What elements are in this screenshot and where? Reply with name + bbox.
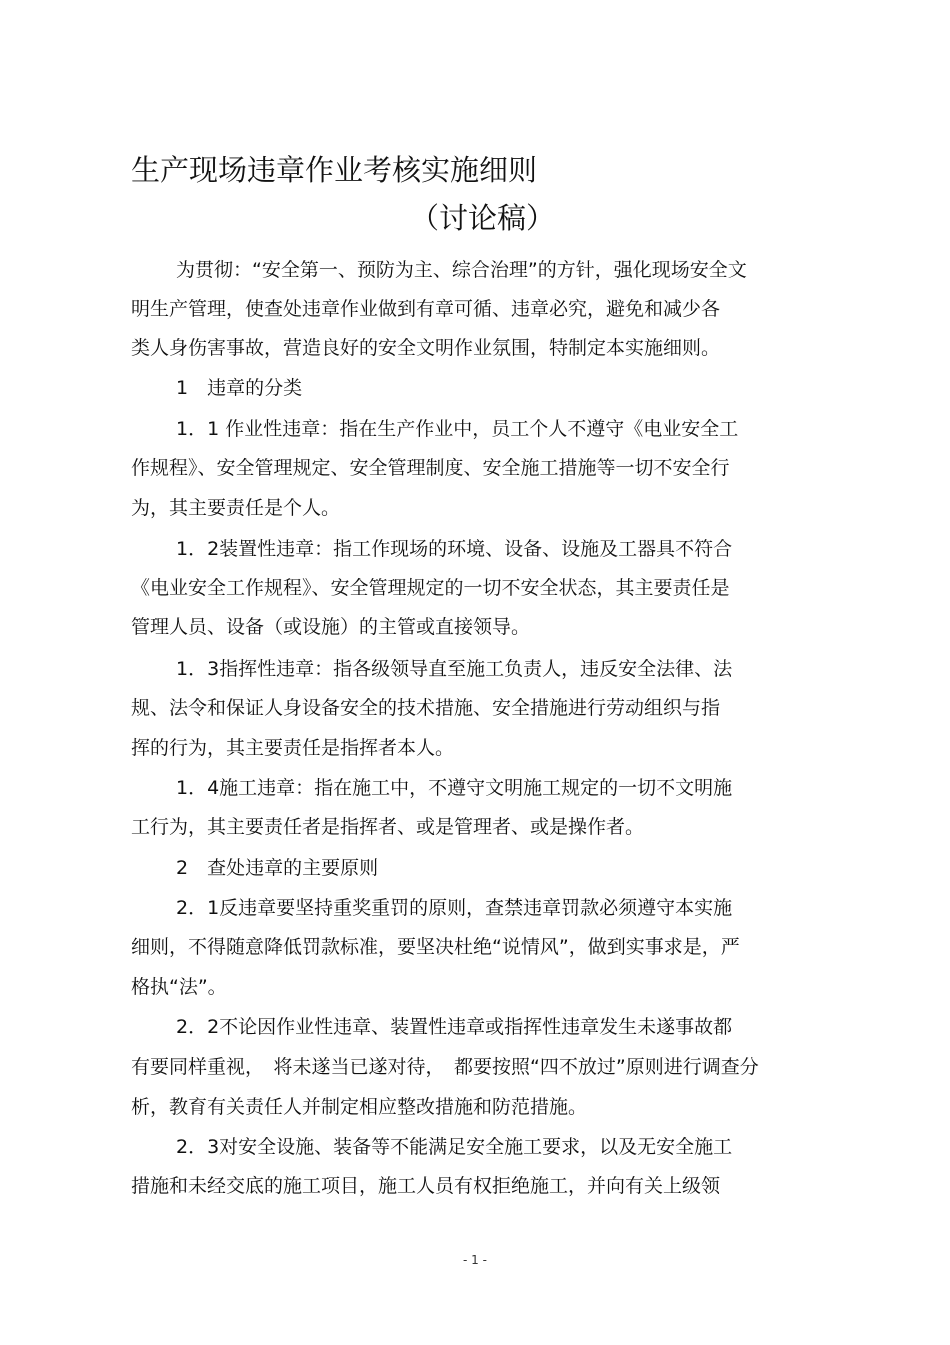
paragraph-line: 1．2装置性违章：指工作现场的环境、设备、设施及工器具不符合	[176, 538, 733, 560]
paragraph-line: 作规程》、安全管理规定、安全管理制度、安全施工措施等一切不安全行	[131, 457, 730, 479]
paragraph-line: 工行为，其主要责任者是指挥者、或是管理者、或是操作者。	[131, 816, 645, 838]
paragraph-line: 2．3对安全设施、装备等不能满足安全施工要求，以及无安全施工	[176, 1136, 733, 1158]
section-heading: 2 查处违章的主要原则	[176, 857, 379, 879]
paragraph-line: 措施和未经交底的施工项目，施工人员有权拒绝施工，并向有关上级领	[131, 1175, 721, 1197]
paragraph-line: 析，教育有关责任人并制定相应整改措施和防范措施。	[131, 1096, 588, 1118]
paragraph-line: 明生产管理，使查处违章作业做到有章可循、违章必究，避免和减少各	[131, 298, 721, 320]
paragraph-line: 1．1 作业性违章：指在生产作业中，员工个人不遵守《电业安全工	[176, 418, 739, 440]
paragraph-line: 1．4施工违章：指在施工中，不遵守文明施工规定的一切不文明施	[176, 777, 733, 799]
paragraph-line: 《电业安全工作规程》、安全管理规定的一切不安全状态，其主要责任是	[131, 577, 730, 599]
paragraph-line: 格执“法”。	[131, 976, 227, 998]
paragraph-line: 为，其主要责任是个人。	[131, 497, 341, 519]
document-subtitle: （讨论稿）	[410, 201, 556, 235]
paragraph-line: 挥的行为，其主要责任是指挥者本人。	[131, 737, 455, 759]
document-title: 生产现场违章作业考核实施细则	[131, 153, 538, 187]
page-number: - 1 -	[463, 1253, 487, 1267]
paragraph-line: 规、法令和保证人身设备安全的技术措施、安全措施进行劳动组织与指	[131, 697, 721, 719]
paragraph-line: 1．3指挥性违章：指各级领导直至施工负责人，违反安全法律、法	[176, 658, 733, 680]
section-heading: 1 违章的分类	[176, 377, 303, 399]
paragraph-line: 有要同样重视， 将未遂当已遂对待， 都要按照“四不放过”原则进行调查分	[131, 1056, 759, 1078]
paragraph-line: 为贯彻：“安全第一、预防为主、综合治理”的方针，强化现场安全文	[176, 259, 747, 281]
paragraph-line: 2．2不论因作业性违章、装置性违章或指挥性违章发生未遂事故都	[176, 1016, 733, 1038]
paragraph-line: 细则，不得随意降低罚款标准，要坚决杜绝“说情风”，做到实事求是，严	[131, 936, 740, 958]
paragraph-line: 2．1反违章要坚持重奖重罚的原则，查禁违章罚款必须遵守本实施	[176, 897, 733, 919]
paragraph-line: 类人身伤害事故，营造良好的安全文明作业氛围，特制定本实施细则。	[131, 337, 721, 359]
paragraph-line: 管理人员、设备（或设施）的主管或直接领导。	[131, 616, 531, 638]
